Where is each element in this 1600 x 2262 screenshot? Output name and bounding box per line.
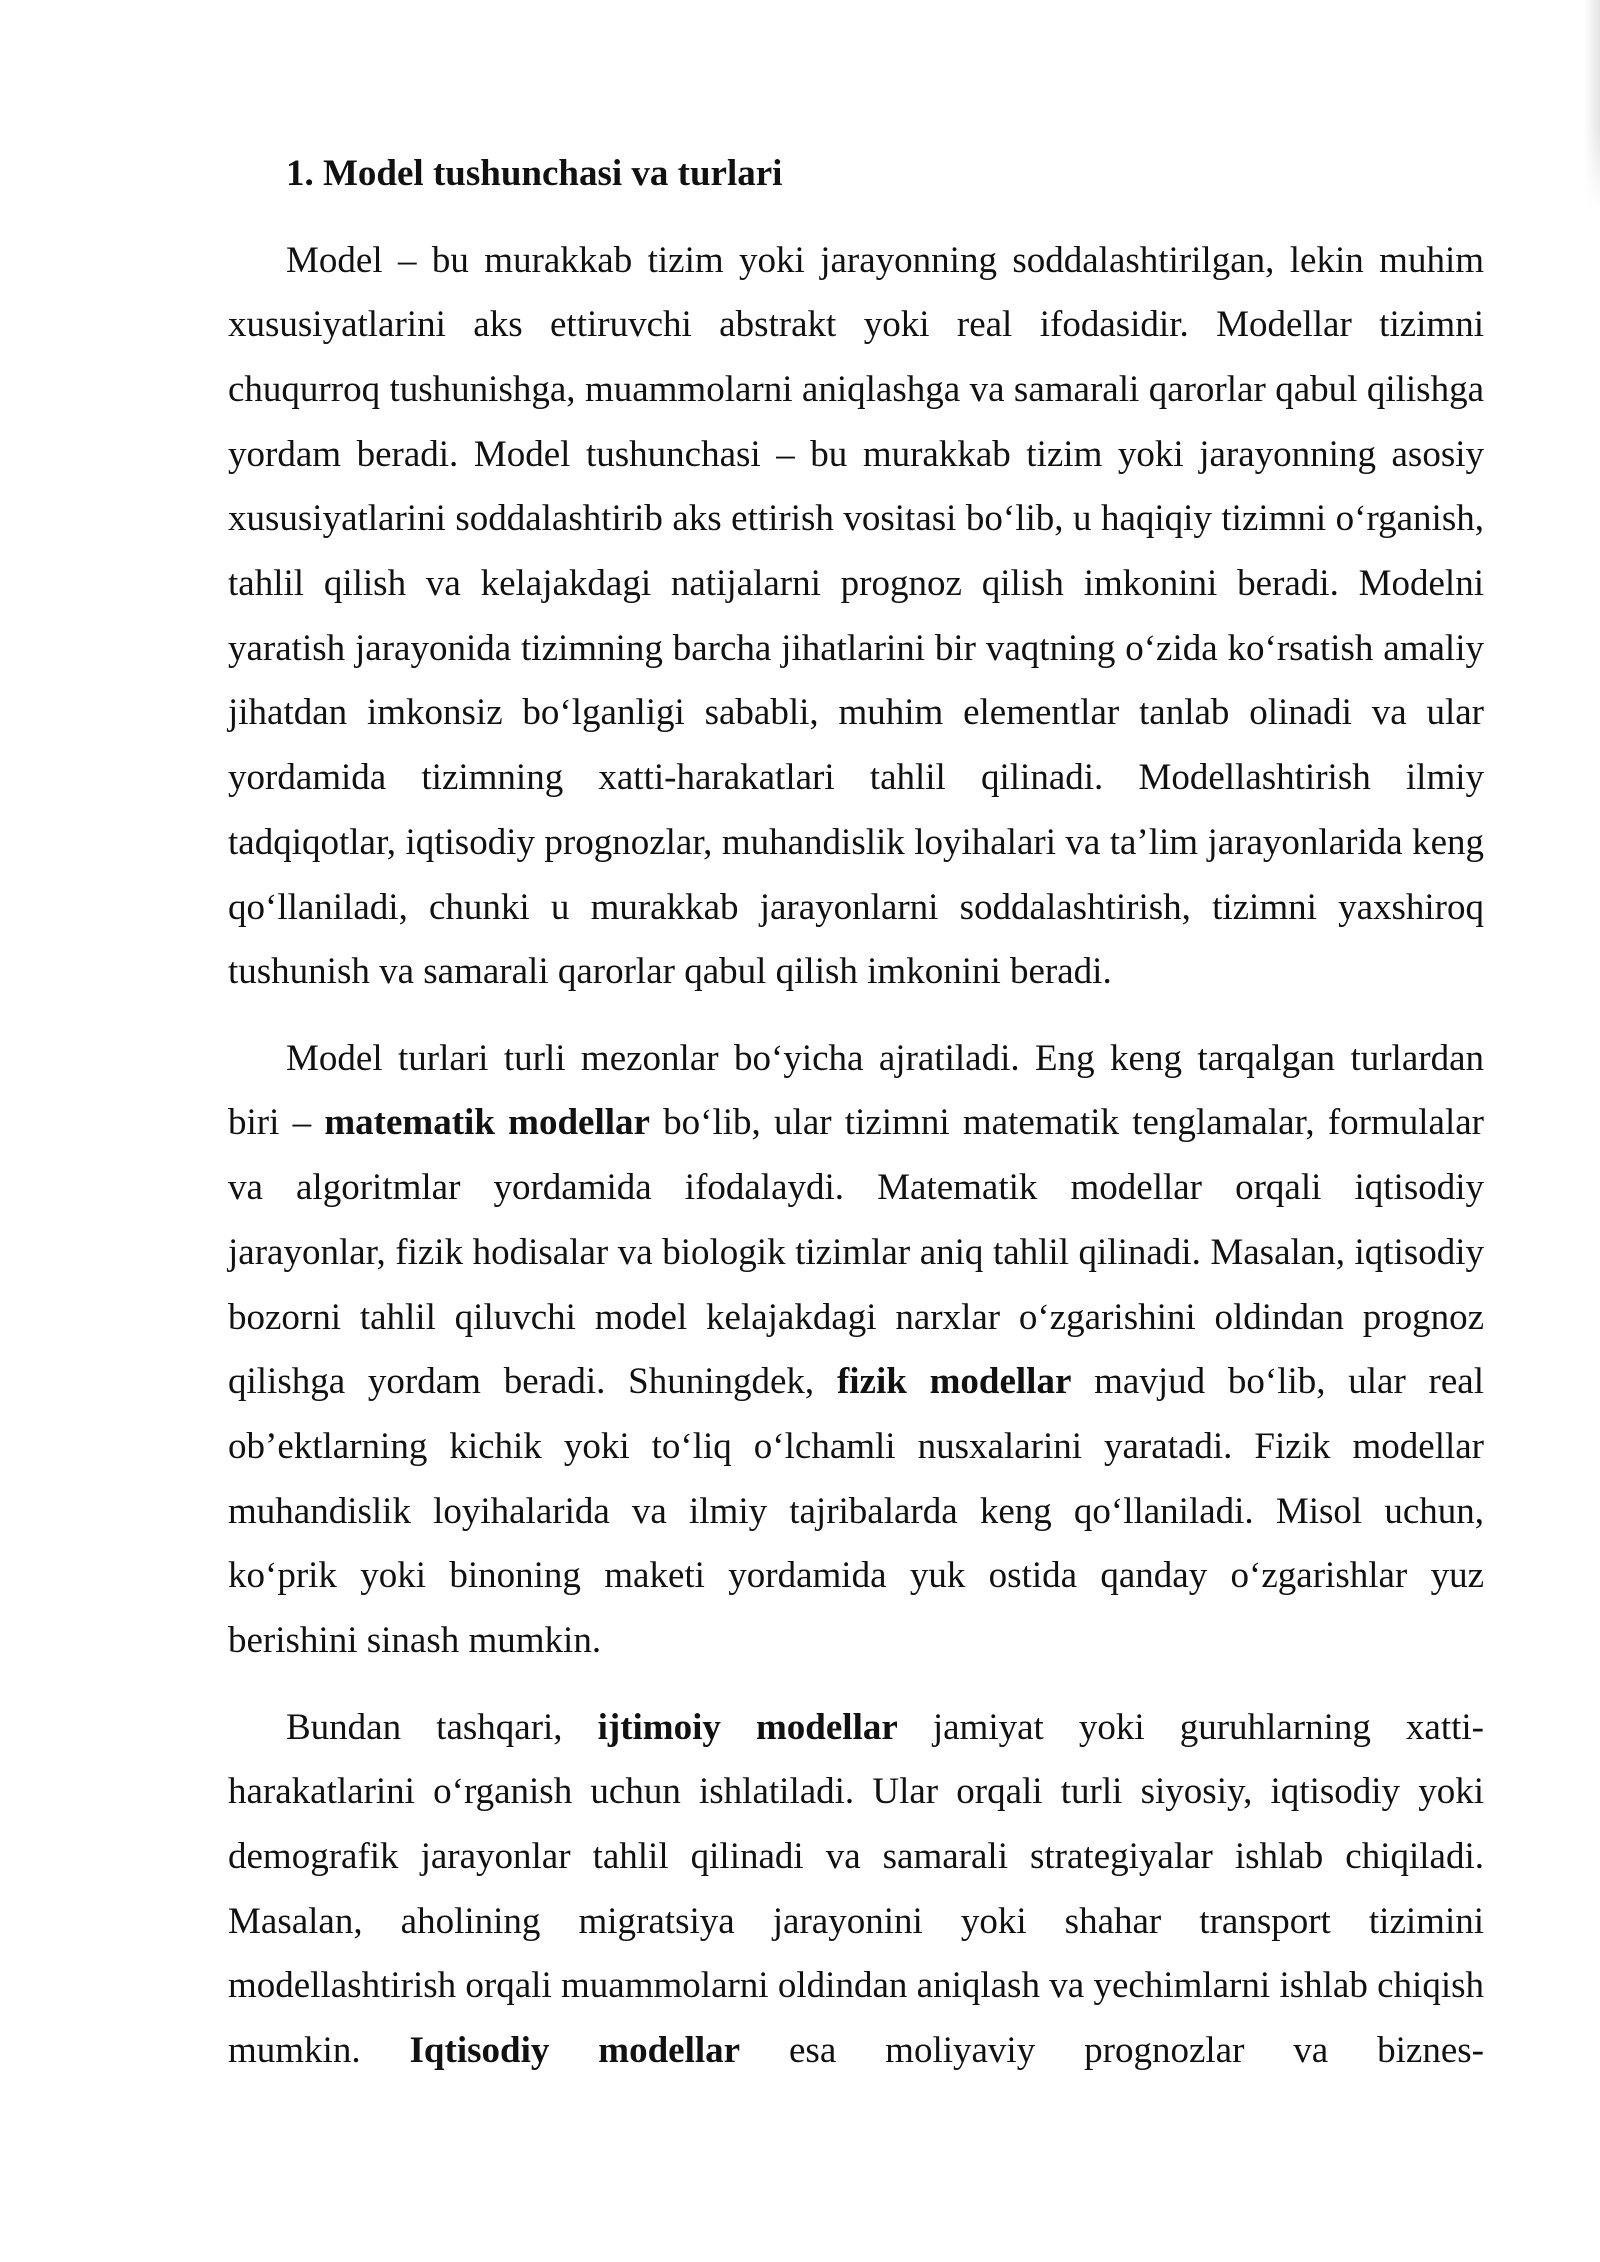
paragraph-text: mavjud bo‘lib, ular real ob’ektlarning kichik yoki to‘liq o‘lchamli nusxalarini yaratadi. Fizik modellar muhandislik loyihalarida va ilmiy tajribalarda keng qo‘llaniladi. Misol uchun, ko‘prik yoki binoning maketi yordamida yuk ostida qanday o‘zgarishlar yuz berishini sinash mumkin.	[228, 1361, 1484, 1662]
bold-term-iqtisodiy-modellar: Iqtisodiy modellar	[409, 2030, 741, 2072]
paragraph-text: Model turlari turli mezonlar bo‘yicha ajratiladi. Eng keng tarqalgan turlardan biri –	[228, 1037, 1484, 1144]
paragraph-text: bo‘lib, ular tizimni matematik tenglamalar, formulalar va algoritmlar yordamida ifodalaydi. Matematik modellar orqali iqtisodiy jarayonlar, fizik hodisalar va biologik tizimlar aniq tahlil qilinadi. Masalan, iqtisodiy bozorni tahlil qiluvchi model kelajakdagi narxlar o‘zgarishini oldindan prognoz qilishga yordam beradi. Shuningdek,	[228, 1102, 1484, 1403]
paragraph-text: esa moliyaviy prognozlar va biznes-	[740, 2030, 1484, 2072]
document-body	[228, 142, 1484, 2084]
paragraph-text: Model – bu murakkab tizim yoki jarayonning soddalashtirilgan, lekin muhim xususiyatlarini aks ettiruvchi abstrakt yoki real ifodasidir. Modellar tizimni chuqurroq tushunishga, muammolarni aniqlashga va samarali qarorlar qabul qilishga yordam beradi. Model tushunchasi – bu murakkab tizim yoki jarayonning asosiy xususiyatlarini soddalashtirib aks ettirish vositasi bo‘lib, u haqiqiy tizimni o‘rganish, tahlil qilish va kelajakdagi natijalarni prognoz qilish imkonini beradi. Modelni yaratish jarayonida tizimning barcha jihatlarini bir vaqtning o‘zida ko‘rsatish amaliy jihatdan imkonsiz bo‘lganligi sababli, muhim elementlar tanlab olinadi va ular yordamida tizimning xatti-harakatlari tahlil qilinadi. Modellashtirish ilmiy tadqiqotlar, iqtisodiy prognozlar, muhandislik loyihalari va ta’lim jarayonlarida keng qo‘llaniladi, chunki u murakkab jarayonlarni soddalashtirish, tizimni yaxshiroq tushunish va samarali qarorlar qabul qilish imkonini beradi.	[228, 239, 1484, 993]
paragraph-model-definition	[228, 229, 1484, 1005]
section-heading: 1. Model tushunchasi va turlari	[286, 153, 783, 194]
paragraph-text: jamiyat yoki guruhlarning xatti-harakatlarini o‘rganish uchun ishlatiladi. Ular orqali turli siyosiy, iqtisodiy yoki demografik jarayonlar tahlil qilinadi va samarali strategiyalar ishlab chiqiladi. Masalan, aholining migratsiya jarayonini yoki shahar transport tizimini modellashtirish orqali muammolarni oldindan aniqlash va yechimlarni ishlab chiqish mumkin.	[228, 1706, 1484, 2072]
paragraph-text: Bundan tashqari,	[286, 1706, 598, 1748]
scan-edge-shadow	[1584, 0, 1600, 210]
bold-term-ijtimoiy-modellar: ijtimoiy modellar	[597, 1706, 898, 1748]
bold-term-fizik-modellar: fizik modellar	[836, 1361, 1072, 1403]
paragraph-model-types	[228, 1027, 1484, 1674]
bold-term-matematik-modellar: matematik modellar	[324, 1102, 650, 1144]
paragraph-social-economic-models	[228, 1696, 1484, 2084]
